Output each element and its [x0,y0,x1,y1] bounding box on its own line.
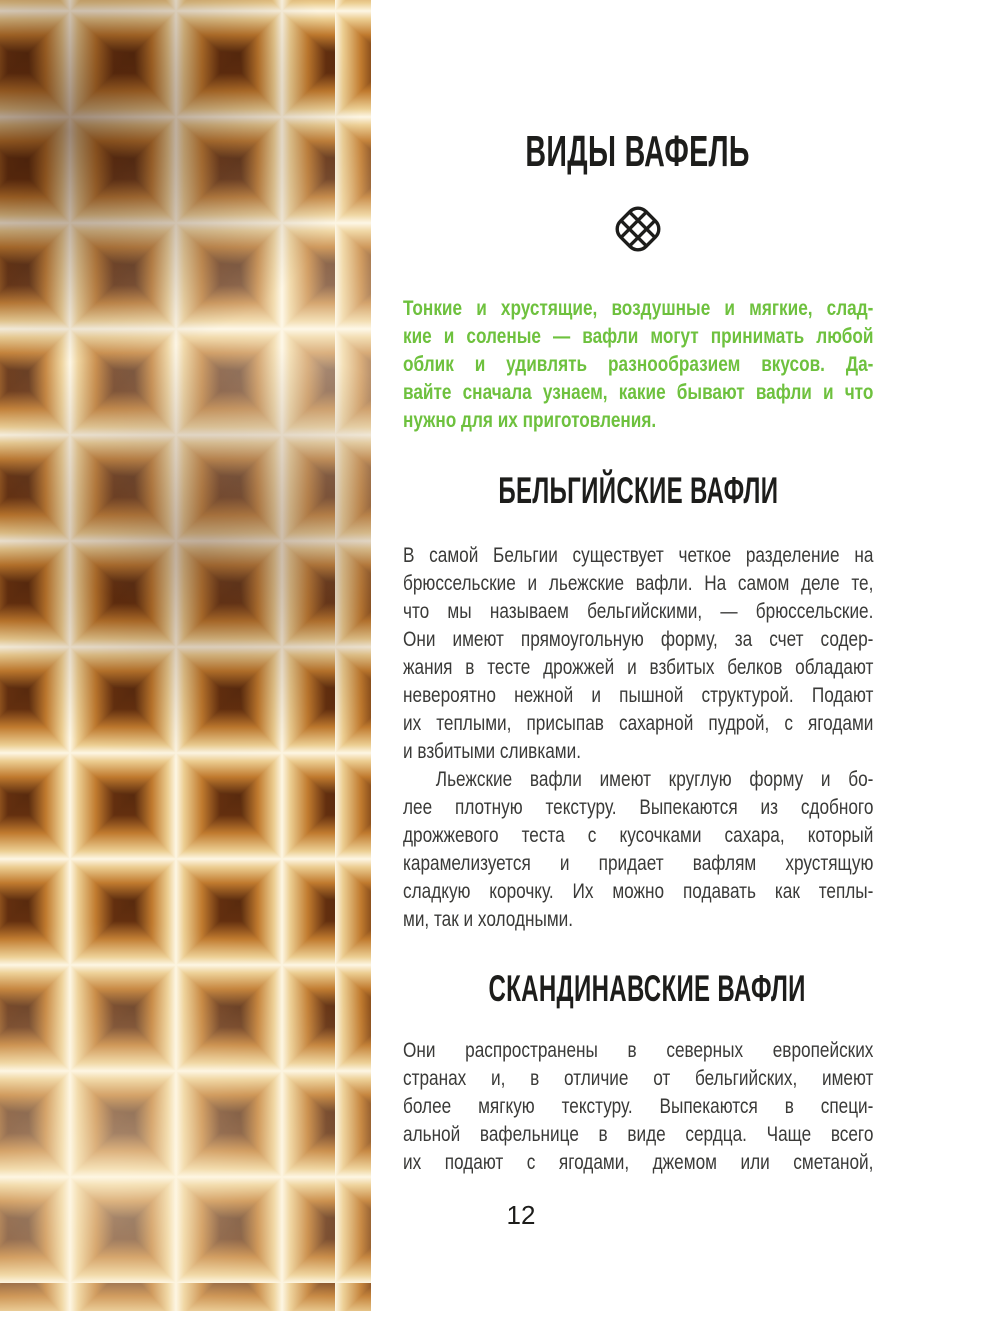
text-line: невероятно нежной и пышной структурой. Подают [403,683,874,707]
text-line: Тонкие и хрустящие, воздушные и мягкие, слад- [403,296,874,320]
page-title [403,127,873,176]
text-line: Они распространены в северных европейских [403,1038,874,1062]
paragraph [403,1036,873,1176]
text-line: дрожжевого теста с кусочками сахара, который [403,823,874,847]
text-line: что мы называем бельгийскими, — брюссельские. [403,599,874,623]
lead-paragraph [403,294,873,434]
text-line: кие и соленые — вафли могут принимать любой [403,324,874,348]
text-line: их подают с ягодами, джемом или сметаной, [403,1150,874,1174]
section-heading-scandinavian [403,970,873,1007]
paragraph [403,294,873,434]
page-title-text: ВИДЫ ВАФЕЛЬ [525,127,751,176]
text-line: и взбитыми сливками. [403,739,581,763]
text-line: альной вафельнице в виде сердца. Чаще всего [403,1122,874,1146]
paragraph [403,765,873,933]
text-line: сладкую корочку. Их можно подавать как теплы- [403,879,874,903]
section-heading-belgian [403,472,873,509]
text-line: Льежские вафли имеют круглую форму и бо- [435,767,874,791]
paragraph [403,541,873,765]
text-line: вайте сначала узнаем, какие бывают вафли и что [403,380,874,404]
text-line: брюссельские и льежские вафли. На самом деле те, [403,571,874,595]
section-text-belgian [403,541,873,933]
text-line: карамелизуется и придает вафлям хрустящую [403,851,874,875]
text-line: более мягкую текстуру. Выпекаются в специ- [403,1094,874,1118]
text-line: лее плотную текстуру. Выпекаются из сдобного [403,795,874,819]
text-line: жания в тесте дрожжей и взбитых белков обладают [403,655,874,679]
section-text-scandinavian [403,1036,873,1176]
text-line: странах и, в отличие от бельгийских, имеют [403,1066,874,1090]
waffle-icon [403,202,873,261]
text-line: ми, так и холодными. [403,907,574,931]
section-heading-belgian-text: БЕЛЬГИЙСКИЕ ВАФЛИ [498,470,778,511]
text-line: Они имеют прямоугольную форму, за счет содер- [403,627,874,651]
text-line: облик и удивлять разнообразием вкусов. Да- [403,352,874,376]
text-line: В самой Бельгии существует четкое разделение на [403,543,874,567]
text-line: нужно для их приготовления. [403,408,657,432]
page-number: 12 [506,1200,536,1230]
waffle-photo [0,0,371,1311]
text-line: их теплыми, присыпав сахарной пудрой, с ягодами [403,711,874,735]
section-heading-scandinavian-text: СКАНДИНАВСКИЕ ВАФЛИ [488,968,806,1009]
